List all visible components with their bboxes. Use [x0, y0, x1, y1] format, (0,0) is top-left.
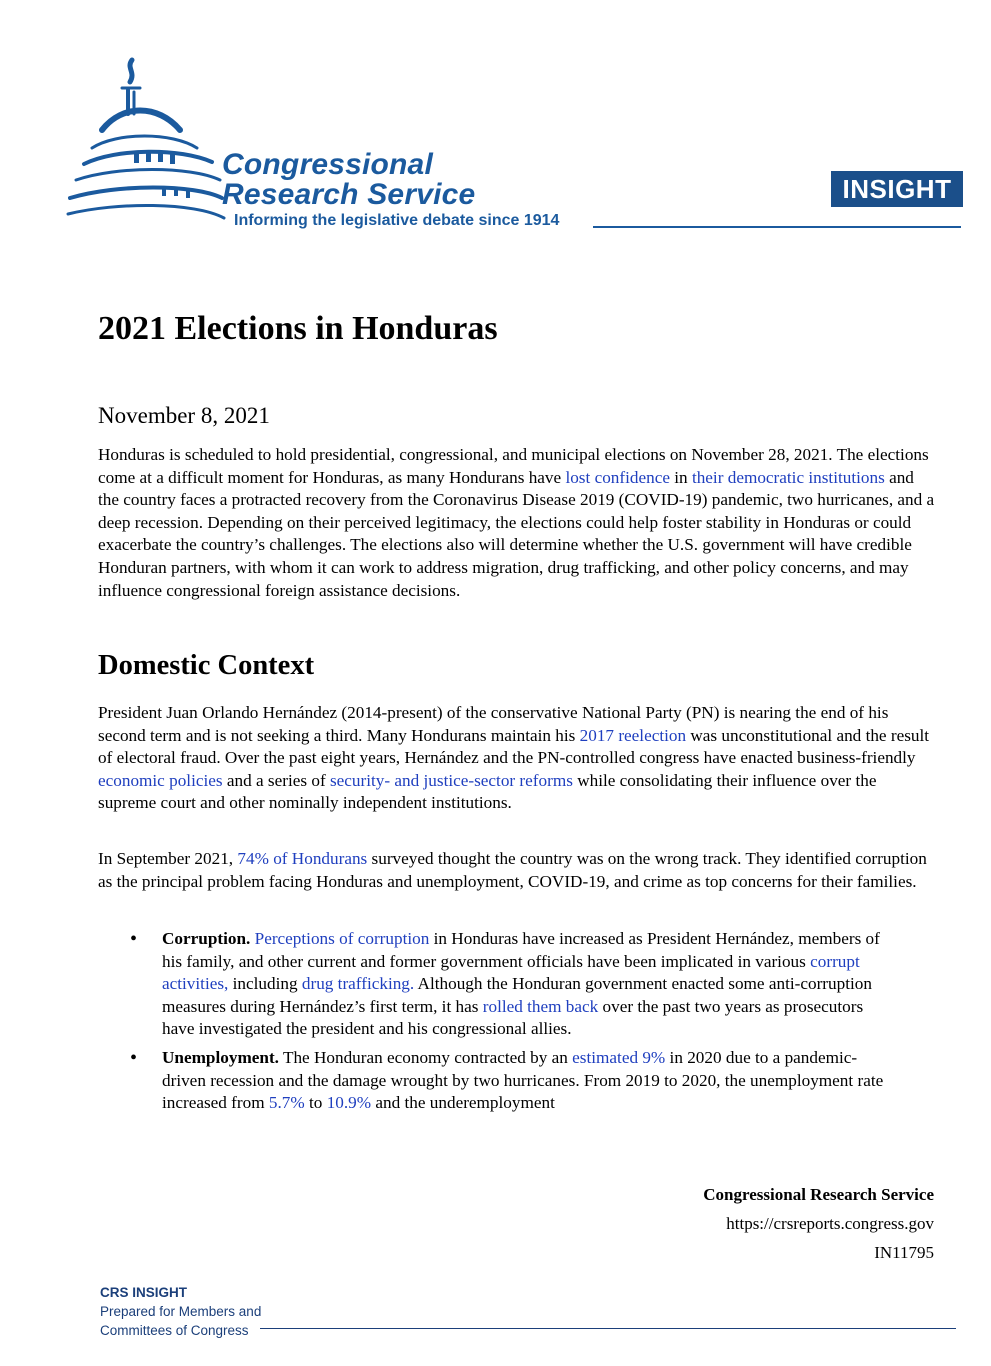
footer-crs-insight [100, 1283, 261, 1340]
intro-text-2: in [669, 467, 692, 487]
link-lost-confidence[interactable]: lost confidence [565, 467, 670, 487]
footer-org: Congressional Research Service [703, 1185, 934, 1204]
bullet-icon: • [130, 1046, 138, 1069]
concerns-list [130, 928, 890, 1121]
link-democratic-institutions[interactable]: their democratic institutions [691, 467, 885, 487]
bullet-text: The Honduran economy contracted by an [278, 1047, 573, 1067]
intro-text-3: and the country faces a protracted recovery from the Coronavirus Disease 2019 (COVID-19) pandemic, two hurricanes, and a deep recession. Depending on their perceived legitimacy, the elections could help foster stability in Honduras or could exacerbate the country’s challenges. The elections also will determine whether the U.S. government will have credible Honduran partners, with whom it can work to address migration, drug trafficking, and other policy concerns, and may influence congressional foreign assistance decisions. [98, 467, 935, 600]
capitol-dome-logo [62, 52, 227, 232]
footer-label: CRS INSIGHT [100, 1285, 188, 1300]
tagline-rule [593, 226, 961, 228]
link-2017-reelection[interactable]: 2017 reelection [579, 725, 687, 745]
para2-text-2: was unconstitutional and the result of electoral fraud. Over the past eight years, Hernández and the PN-controlled congress have enacted business-friendly [98, 725, 930, 768]
footer-url[interactable]: https://crsreports.congress.gov [726, 1214, 934, 1233]
list-item-corruption [130, 928, 890, 1041]
bullet-text: in 2020 due to a pandemic-driven recession and the damage wrought by two hurricanes. From 2019 to 2020, the unemployment rate increased from [162, 1047, 884, 1113]
footer-line2: Committees of Congress [100, 1323, 249, 1338]
insight-badge: INSIGHT [831, 171, 963, 207]
footer-rule [260, 1328, 956, 1329]
domestic-context-paragraph [98, 702, 938, 815]
footer-line1: Prepared for Members and [100, 1304, 262, 1319]
document-title: 2021 Elections in Honduras [98, 310, 498, 347]
org-name-line1: Congressional [222, 148, 433, 181]
intro-paragraph [98, 444, 938, 602]
para2-text-3: and a series of [222, 770, 330, 790]
bullet-lead-corruption: Corruption. [162, 929, 251, 948]
footer-report-id: IN11795 [874, 1243, 934, 1262]
link-5-7-percent[interactable]: 5.7% [268, 1093, 305, 1113]
footer-citation [703, 1180, 934, 1267]
bullet-text: including [228, 974, 302, 994]
para3-text-1: In September 2021, [98, 849, 238, 868]
section-heading-domestic-context: Domestic Context [98, 650, 315, 681]
page-header [0, 0, 991, 240]
link-74-percent[interactable]: 74% of Hondurans [237, 849, 368, 868]
link-drug-trafficking[interactable]: drug trafficking. [301, 974, 415, 994]
org-name [222, 150, 475, 210]
intro-text-1: Honduras is scheduled to hold presidential, congressional, and municipal elections on November 28, 2021. The elections come at a difficult moment for Honduras, as many Hondurans have [98, 445, 929, 487]
link-perceptions-of-corruption[interactable]: Perceptions of corruption [254, 929, 430, 948]
bullet-text: Although the Honduran government enacted some anti-corruption measures during Hernández’s first term, it has [162, 974, 872, 1016]
link-sector-reforms[interactable]: security- and justice-sector reforms [329, 770, 573, 790]
link-estimated-9-percent[interactable]: estimated 9% [572, 1047, 666, 1067]
para2-text-4: while consolidating their influence over the supreme court and other nominally independent institutions. [98, 770, 877, 813]
bullet-text: to [304, 1093, 327, 1113]
publication-date: November 8, 2021 [98, 403, 270, 428]
survey-paragraph [98, 848, 938, 893]
link-corrupt-activities[interactable]: corrupt activities, [162, 951, 860, 994]
para2-text-1: President Juan Orlando Hernández (2014-present) of the conservative National Party (PN) is nearing the end of his second term and is not seeking a third. Many Hondurans maintain his [98, 703, 889, 745]
org-tagline: Informing the legislative debate since 1914 [234, 212, 560, 229]
bullet-lead-unemployment: Unemployment. [162, 1047, 279, 1067]
org-name-line2: Research Service [222, 178, 476, 211]
bullet-icon: • [130, 928, 138, 950]
bullet-text: and the underemployment [371, 1093, 555, 1113]
link-rolled-them-back[interactable]: rolled them back [482, 996, 599, 1016]
list-item-unemployment [130, 1047, 890, 1115]
bullet-text: over the past two years as prosecutors have investigated the president and his congressional allies. [162, 996, 864, 1039]
link-economic-policies[interactable]: economic policies [98, 770, 223, 790]
link-10-9-percent[interactable]: 10.9% [326, 1093, 372, 1113]
para3-text-2: surveyed thought the country was on the wrong track. They identified corruption as the principal problem facing Honduras and unemployment, COVID-19, and crime as top concerns for their families. [98, 849, 927, 891]
bullet-text: in Honduras have increased as President Hernández, members of his family, and other current and former government officials have been implicated in various [162, 929, 880, 971]
